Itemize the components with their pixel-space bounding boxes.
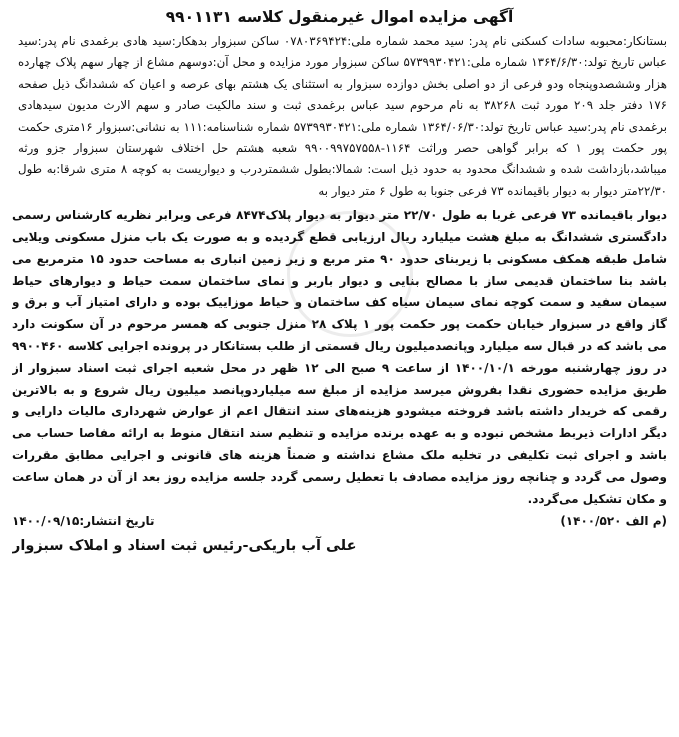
auction-notice xyxy=(12,6,667,731)
signature: علی آب باریکی-رئیس ثبت اسناد و املاک سبزوار xyxy=(12,538,357,555)
notice-footer xyxy=(12,510,667,532)
publish-date: تاریخ انتشار:۱۴۰۰/۰۹/۱۵ xyxy=(12,514,155,529)
reference-code: (م الف ۱۴۰۰/۵۲۰) xyxy=(560,514,667,529)
notice-paragraph-1: بستانکار:محبوبه سادات کسکنی نام پدر: سید محمد شماره ملی:۰۷۸۰۳۶۹۴۲۴ ساکن سبزوار بدهکار:سید هادی برغمدی نام پدر:سید عباس تاریخ تولد:۱۳۶۴/۶/۳۰ شماره ملی:۵۷۳۹۹۳۰۴۲۱ ساکن سبزوار مورد مزایده و محل آن:دوسهم مشاع از چهار سهم پلاک چهارده هزار وششصدوپنجاه ودو فرعی از دو اصلی بخش دوازده سبزوار به استثنای یک هشتم بهای عرصه و اعیان که ششدانگ ذیل صفحه ۱۷۶ دفتر جلد ۲۰۹ مورد ثبت ۳۸۲۶۸ به نام مرحوم سید عباس برغمدی ثبت و سند مالکیت صادر و سهم الارث مدیون سیدهادی برغمدی نام پدر:سید عباس تاریخ تولد:۱۳۶۴/۰۶/۳۰ شماره ملی:۵۷۳۹۹۳۰۴۲۱ شماره شناسنامه:۱۱۱ به نشانی:سبزوار ۱۶متری حکمت پور حکمت پور ۱ که برابر گواهی حصر وراثت ۱۱۶۴-۹۹۰۰۹۹۷۵۷۵۵۸ شعبه هشتم حل اختلاف شهرستان سبزوار جزو ورثه میباشد،بازداشت شده و ششدانگ محدود به حدود ذیل است: شمالا:بطول ششمتردرب و دیواریست به کوچه ۸ متری شرقا:به طول ۲۲/۳۰متر دیوار به دیوار باقیمانده ۷۳ فرعی جنوبا به طول ۶ متر دیوار به xyxy=(18,34,667,198)
notice-title: آگهی مزایده اموال غیرمنقول کلاسه ۹۹۰۱۱۳۱ xyxy=(165,8,514,26)
notice-paragraph-2: دیوار باقیمانده ۷۳ فرعی غربا به طول ۲۲/۷۰ متر دیوار به دیوار پلاک۸۴۷۴ فرعی وبرابر نظریه کارشناس رسمی دادگستری ششدانگ به مبلغ هشت میلیارد ریال ارزیابی قطع گردیده و به صورت یک باب منزل مسکونی ویلایی شامل طبقه همکف مسکونی با زیربنای حدود ۹۰ متر مربع و زیر زمین انباری به مساحت حدود ۱۵ مترمربع می باشد بنا ساختمان قدیمی ساز با مصالح بنایی و دیوار باربر و نمای ساختمان سمت حیاط و دیوارهای حیاط سیمان سفید و سمت کوچه نمای سیمان سیاه کف ساختمان و حیاط موزاییک بوده و دارای امتیاز آب و برق و گاز واقع در سبزوار خیابان حکمت پور حکمت پور ۱ پلاک ۲۸ منزل جنوبی که همسر مرحوم در آن سکونت دارد می باشد که در قبال سه میلیارد وپانصدمیلیون ریال قسمتی از طلب بستانکار در پرونده اجرایی کلاسه ۹۹۰۰۴۶۰ در روز چهارشنبه مورخه ۱۴۰۰/۱۰/۱ از ساعت ۹ صبح الی ۱۲ ظهر در محل شعبه اجرای ثبت اسناد سبزوار از طریق مزایده حضوری نقدا بفروش میرسد مزایده از مبلغ سه میلیاردوپانصد میلیون ریال شروع و به بالاترین رقمی که خریدار داشته باشد فروخته میشودو هزینه‌های سند انتقال اعم از عوارض شهرداری مالیات دارایی و دیگر ادارات ذیربط مشخص نبوده و به عهده برنده مزایده و تنظیم سند انتقال منوط به ارائه مفاصا حساب می باشد و اجرای ثبت تکلیفی در تخلیه ملک مشاع نداشته و ضمناً هزینه های قانونی و اجرایی مطابق مقررات وصول می گردد و چنانچه روز مزایده مصادف با تعطیل رسمی گردد جلسه مزایده روز بعد از آن در همان ساعت و مکان تشکیل می‌گردد. xyxy=(12,208,667,506)
